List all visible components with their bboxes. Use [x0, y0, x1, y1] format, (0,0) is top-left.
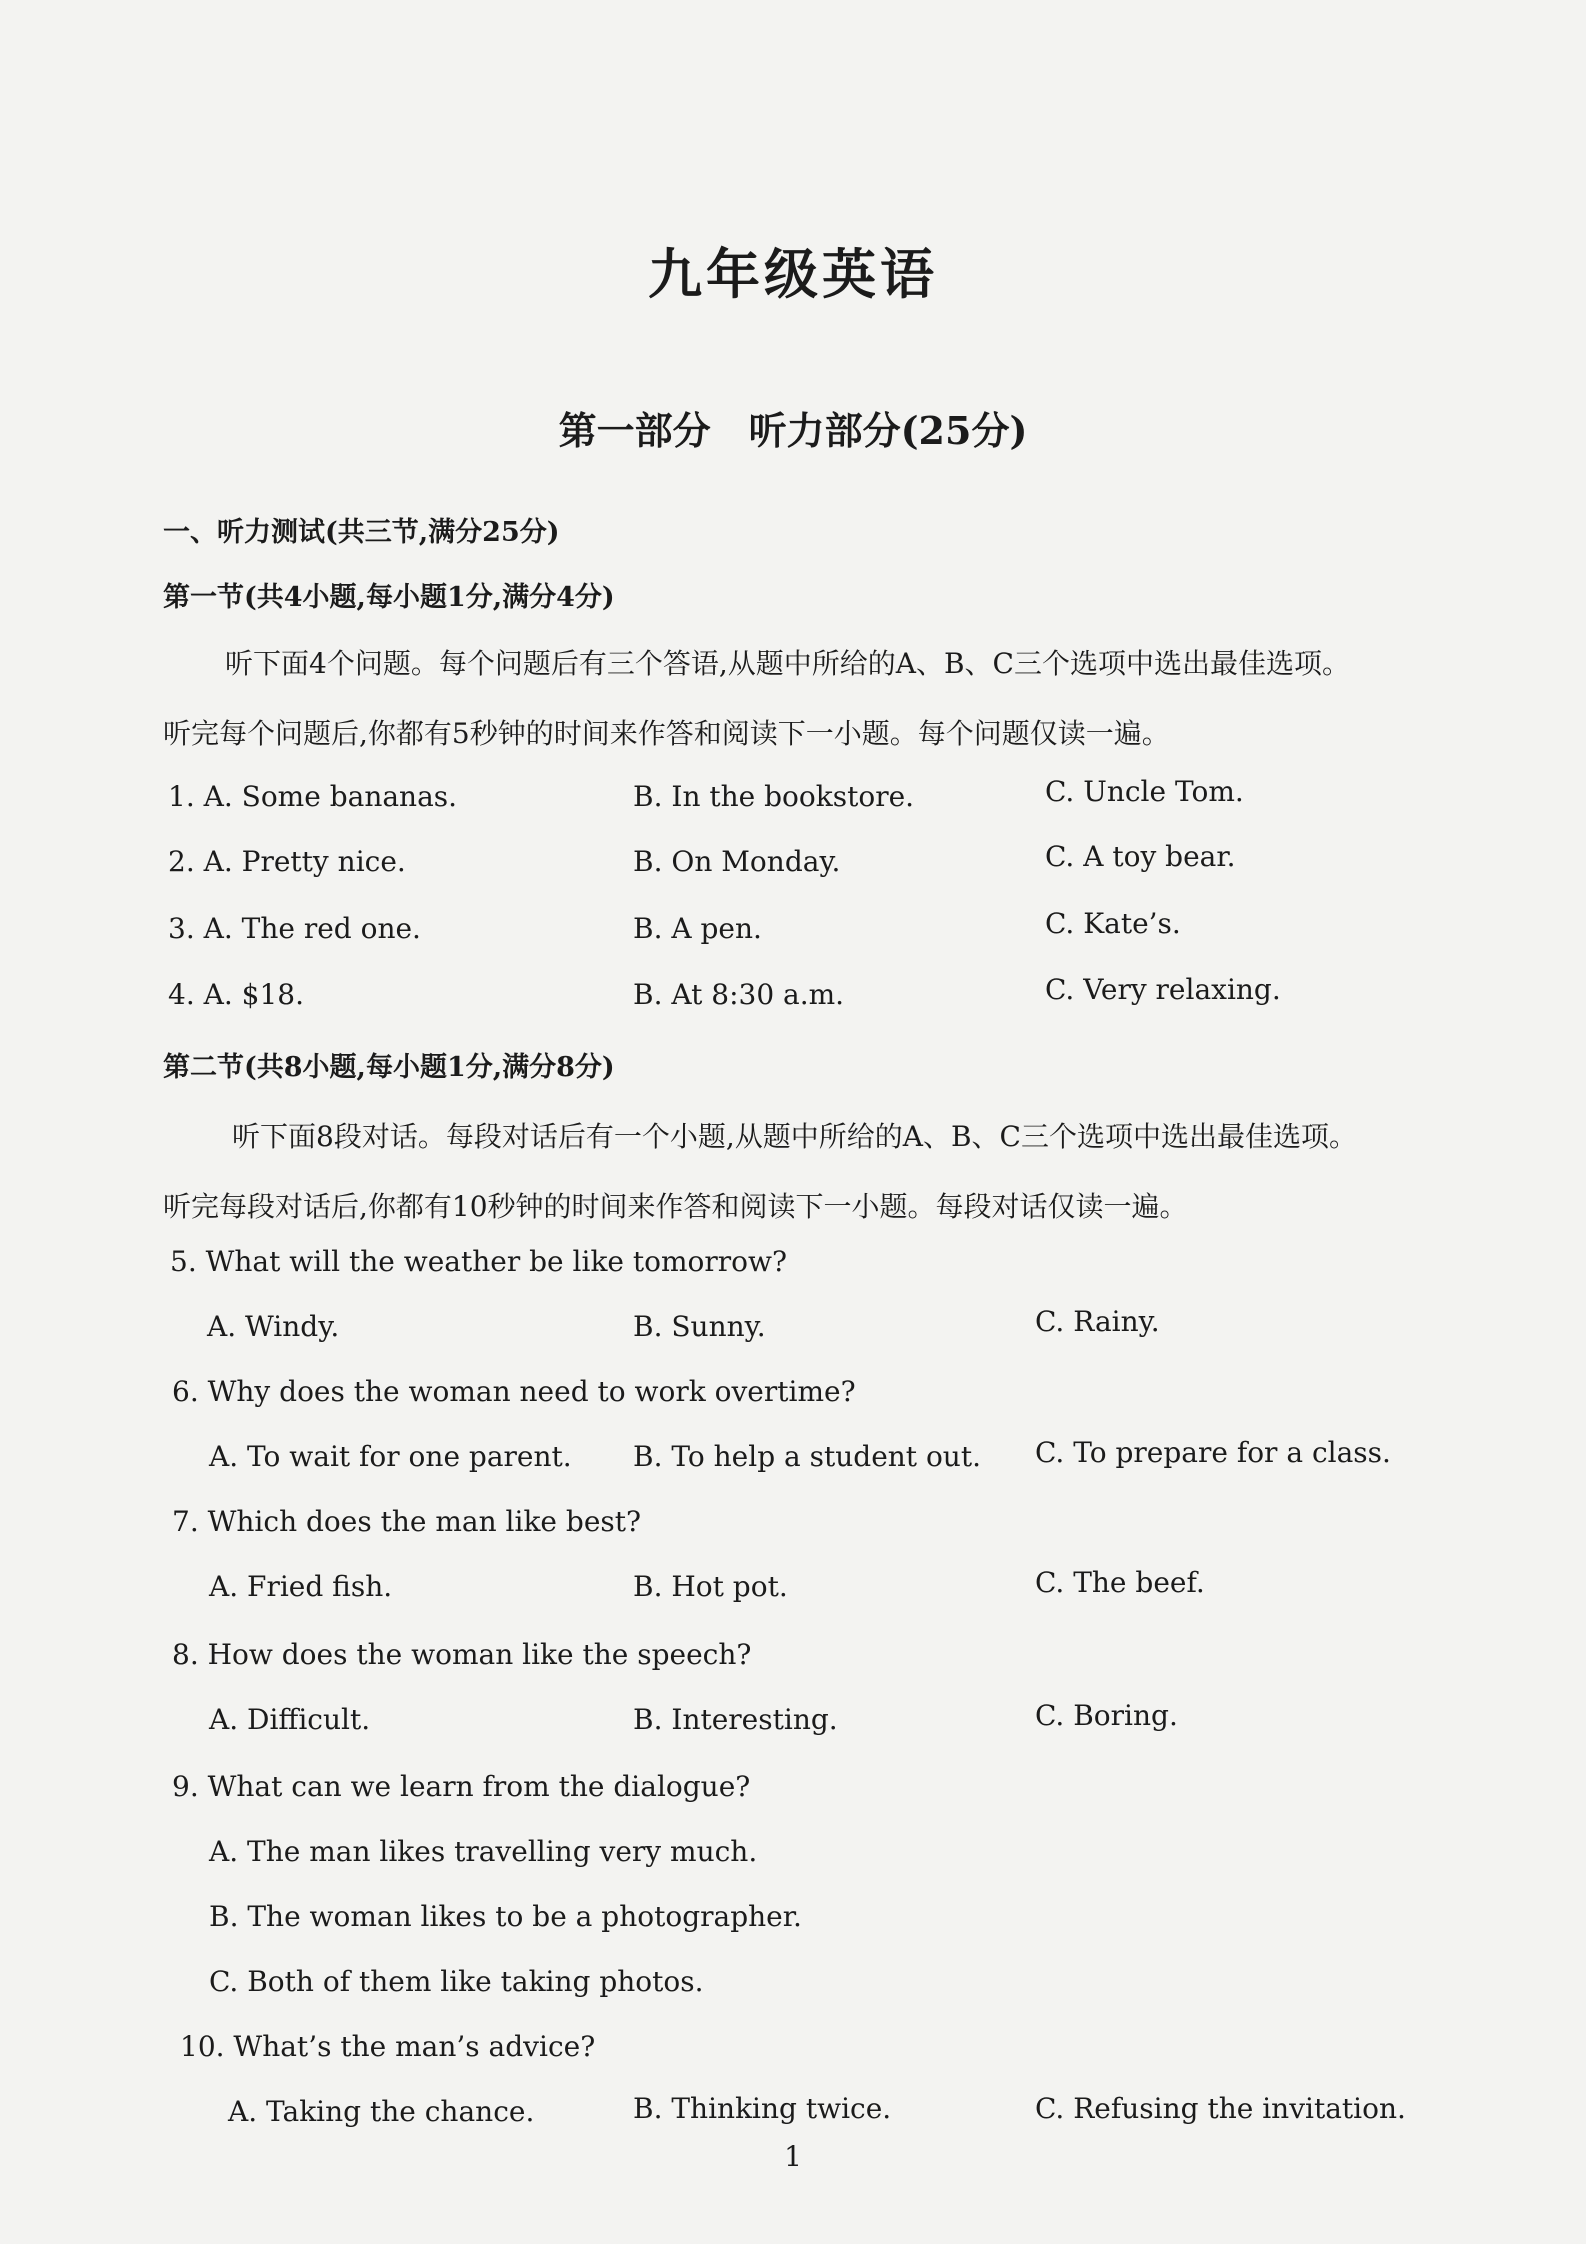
q9-option-a: A. The man likes travelling very much.: [209, 1835, 758, 1868]
q3-option-b: B. A pen.: [633, 912, 762, 945]
q1-option-c: C. Uncle Tom.: [1045, 775, 1244, 808]
section2-heading: 第二节(共8小题,每小题1分,满分8分): [163, 1052, 615, 1083]
section1-heading: 第一节(共4小题,每小题1分,满分4分): [163, 582, 615, 613]
q8-option-a: A. Difficult.: [209, 1703, 371, 1736]
q6-option-b: B. To help a student out.: [633, 1440, 981, 1473]
q3-option-a: 3. A. The red one.: [168, 912, 421, 945]
q5-question: 5. What will the weather be like tomorrow?: [170, 1245, 787, 1278]
q1-option-a: 1. A. Some bananas.: [168, 780, 458, 813]
q8-option-b: B. Interesting.: [633, 1703, 838, 1736]
q7-question: 7. Which does the man like best?: [172, 1505, 642, 1538]
section-heading: 一、听力测试(共三节,满分25分): [163, 517, 560, 548]
q6-question: 6. Why does the woman need to work overtime?: [172, 1375, 856, 1408]
q5-option-a: A. Windy.: [207, 1310, 340, 1343]
q10-option-b: B. Thinking twice.: [633, 2092, 892, 2125]
page-number: 1: [784, 2140, 802, 2173]
q2-option-c: C. A toy bear.: [1045, 840, 1236, 873]
q10-option-c: C. Refusing the invitation.: [1035, 2092, 1406, 2125]
q8-question: 8. How does the woman like the speech?: [172, 1638, 752, 1671]
q6-option-c: C. To prepare for a class.: [1035, 1436, 1391, 1469]
q9-option-c: C. Both of them like taking photos.: [209, 1965, 704, 1998]
q7-option-a: A. Fried fish.: [209, 1570, 393, 1603]
q6-option-a: A. To wait for one parent.: [209, 1440, 572, 1473]
q8-option-c: C. Boring.: [1035, 1699, 1178, 1732]
section1-instructions-line1: 听下面4个问题。每个问题后有三个答语,从题中所给的A、B、C三个选项中选出最佳选项。: [225, 647, 1350, 680]
q10-question: 10. What’s the man’s advice?: [180, 2030, 596, 2063]
q2-option-a: 2. A. Pretty nice.: [168, 845, 406, 878]
q10-option-a: A. Taking the chance.: [228, 2095, 535, 2128]
part-heading: 第一部分 听力部分(25分): [558, 408, 1028, 453]
q1-option-b: B. In the bookstore.: [633, 780, 915, 813]
q5-option-c: C. Rainy.: [1035, 1305, 1160, 1338]
q9-question: 9. What can we learn from the dialogue?: [172, 1770, 751, 1803]
q4-option-a: 4. A. $18.: [168, 978, 304, 1011]
page-title: 九年级英语: [648, 242, 938, 306]
q7-option-c: C. The beef.: [1035, 1566, 1205, 1599]
section1-instructions-line2: 听完每个问题后,你都有5秒钟的时间来作答和阅读下一小题。每个问题仅读一遍。: [163, 717, 1170, 750]
q9-option-b: B. The woman likes to be a photographer.: [209, 1900, 802, 1933]
q5-option-b: B. Sunny.: [633, 1310, 766, 1343]
q4-option-c: C. Very relaxing.: [1045, 973, 1281, 1006]
q2-option-b: B. On Monday.: [633, 845, 841, 878]
q3-option-c: C. Kate’s.: [1045, 907, 1181, 940]
q7-option-b: B. Hot pot.: [633, 1570, 788, 1603]
section2-instructions-line1: 听下面8段对话。每段对话后有一个小题,从题中所给的A、B、C三个选项中选出最佳选项。: [232, 1120, 1357, 1153]
q4-option-b: B. At 8:30 a.m.: [633, 978, 845, 1011]
section2-instructions-line2: 听完每段对话后,你都有10秒钟的时间来作答和阅读下一小题。每段对话仅读一遍。: [163, 1190, 1188, 1223]
